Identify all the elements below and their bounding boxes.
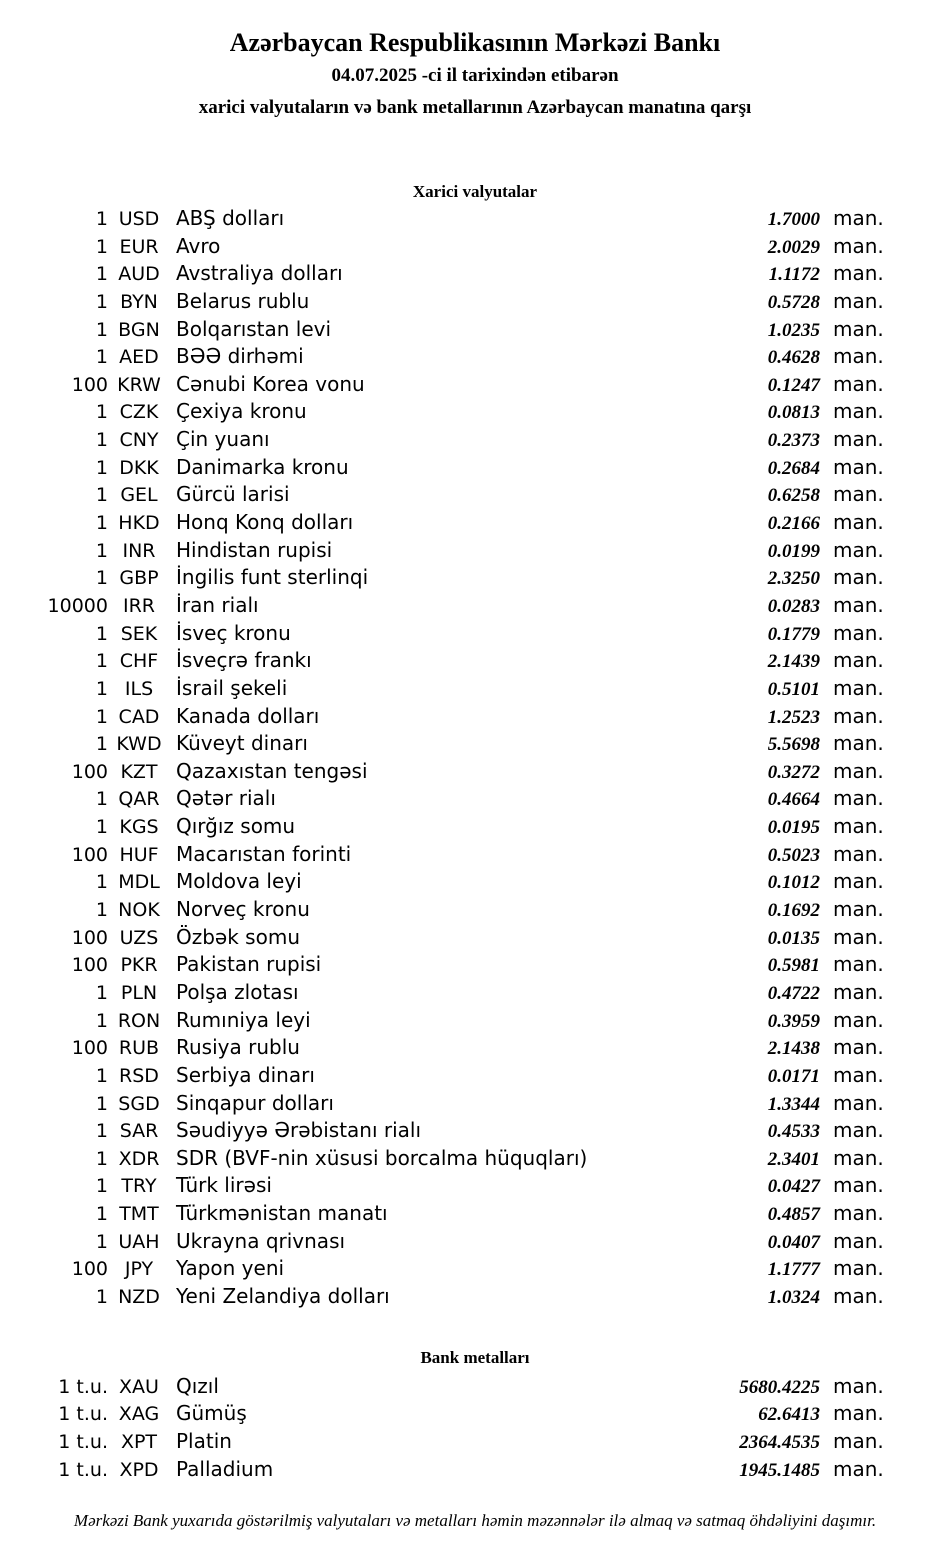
rate-value: 2364.4535: [739, 1431, 820, 1453]
currency-name: SDR (BVF-nin xüsusi borcalma hüquqları): [176, 1145, 588, 1170]
currency-name: İsrail şekeli: [176, 675, 288, 700]
currency-name: Küveyt dinarı: [176, 731, 308, 756]
unit-label: man.: [833, 288, 884, 313]
currency-name: Belarus rublu: [176, 288, 310, 313]
quantity: 100: [71, 843, 108, 866]
currency-row: [0, 537, 950, 565]
currency-name: Serbiya dinarı: [176, 1062, 315, 1087]
rate-value: 0.5981: [767, 955, 820, 977]
currency-row: [0, 260, 950, 288]
quantity: 1: [95, 484, 108, 507]
quantity: 1: [95, 512, 108, 535]
unit-label: man.: [833, 1456, 884, 1481]
currency-code: JPY: [124, 1258, 154, 1281]
currency-row: [0, 1034, 950, 1062]
currency-row: [0, 481, 950, 509]
currency-name: Honq Konq dolları: [176, 510, 354, 535]
currency-code: RSD: [119, 1064, 159, 1087]
unit-label: man.: [833, 1090, 884, 1115]
currency-row: [0, 841, 950, 869]
currency-code: QAR: [118, 788, 160, 811]
currency-code: SEK: [120, 622, 158, 645]
rate-value: 0.3272: [767, 761, 820, 783]
quantity: 1: [95, 705, 108, 728]
rate-value: 0.4722: [767, 982, 820, 1004]
currency-code: XPD: [119, 1458, 159, 1481]
rate-value: 0.4628: [767, 347, 820, 369]
currency-name: İran rialı: [176, 592, 259, 617]
currency-row: [0, 675, 950, 703]
unit-label: man.: [833, 1062, 884, 1087]
page-subtitle: xarici valyutaların və bank metallarının Azərbaycan manatına qarşı: [198, 97, 752, 118]
currency-code: DKK: [119, 456, 159, 479]
rate-value: 0.0171: [767, 1065, 820, 1087]
unit-label: man.: [833, 814, 884, 839]
currency-code: ILS: [124, 677, 154, 700]
rate-value: 0.0195: [767, 817, 820, 839]
currency-rates-table: [0, 205, 950, 1311]
quantity: 1: [95, 650, 108, 673]
currency-code: XAG: [118, 1403, 160, 1426]
quantity: 1: [95, 401, 108, 424]
currency-row: [0, 647, 950, 675]
rate-value: 0.1692: [767, 900, 820, 922]
currency-name: Platin: [176, 1428, 232, 1453]
currency-name: Cənubi Korea vonu: [176, 371, 365, 396]
quantity: 1: [95, 346, 108, 369]
currency-name: ABŞ dolları: [176, 206, 285, 230]
currency-name: Səudiyyə Ərəbistanı rialı: [176, 1118, 422, 1143]
currency-row: [0, 703, 950, 731]
currency-name: Avstraliya dolları: [176, 261, 343, 286]
currency-name: Hindistan rupisi: [176, 537, 333, 562]
quantity: 1: [95, 871, 108, 894]
unit-label: man.: [833, 979, 884, 1004]
effective-date-line: 04.07.2025 -ci il tarixindən etibarən: [331, 65, 619, 86]
currency-name: Gürcü larisi: [176, 482, 290, 507]
currency-name: Qətər rialı: [176, 786, 276, 811]
section-title-metals: Bank metalları: [420, 1347, 530, 1367]
currency-name: İsveçrə frankı: [176, 648, 312, 673]
currency-row: [0, 620, 950, 648]
currency-code: TRY: [121, 1175, 157, 1198]
rate-value: 1.0235: [767, 319, 820, 341]
rate-value: 0.2373: [767, 430, 820, 452]
unit-label: man.: [833, 233, 884, 258]
currency-code: XPT: [120, 1430, 158, 1453]
currency-code: UAH: [118, 1230, 160, 1253]
currency-code: SAR: [119, 1120, 159, 1143]
unit-label: man.: [833, 592, 884, 617]
unit-label: man.: [833, 510, 884, 535]
currency-row: [0, 896, 950, 924]
currency-code: KWD: [116, 733, 162, 756]
unit-label: man.: [833, 1228, 884, 1253]
currency-code: XAU: [119, 1375, 159, 1398]
currency-row: [0, 233, 950, 261]
unit-label: man.: [833, 924, 884, 949]
currency-row: [0, 426, 950, 454]
metal-row: [0, 1428, 950, 1456]
currency-name: Polşa zlotası: [176, 979, 299, 1004]
currency-code: CNY: [119, 429, 159, 452]
rate-value: 0.5023: [767, 844, 820, 866]
rate-value: 0.2166: [767, 513, 820, 535]
quantity: 1: [95, 899, 108, 922]
currency-row: [0, 868, 950, 896]
currency-row: [0, 564, 950, 592]
rate-value: 1.1777: [767, 1259, 820, 1281]
unit-label: man.: [833, 703, 884, 728]
currency-code: KZT: [120, 760, 158, 783]
currency-code: UZS: [119, 926, 159, 949]
unit-label: man.: [833, 758, 884, 783]
unit-label: man.: [833, 206, 884, 230]
quantity: 1: [95, 1092, 108, 1115]
unit-label: man.: [833, 371, 884, 396]
currency-row: [0, 398, 950, 426]
currency-row: [0, 813, 950, 841]
rate-value: 5.5698: [767, 734, 820, 756]
rate-value: 1945.1485: [739, 1459, 820, 1481]
rate-value: 0.0427: [767, 1176, 820, 1198]
currency-code: XDR: [118, 1147, 160, 1170]
quantity: 100: [71, 954, 108, 977]
currency-name: Palladium: [176, 1456, 274, 1481]
currency-code: USD: [118, 208, 160, 230]
unit-label: man.: [833, 1201, 884, 1226]
rate-value: 0.5728: [767, 291, 820, 313]
rate-value: 2.1438: [767, 1038, 820, 1060]
unit-label: man.: [833, 1007, 884, 1032]
currency-name: Ukrayna qrivnası: [176, 1228, 346, 1253]
currency-code: CZK: [119, 401, 159, 424]
unit-label: man.: [833, 1145, 884, 1170]
currency-name: İngilis funt sterlinqi: [176, 565, 369, 590]
currency-row: [0, 1283, 950, 1311]
currency-row: [0, 979, 950, 1007]
unit-label: man.: [833, 344, 884, 369]
currency-code: BYN: [120, 290, 158, 313]
currency-name: Kanada dolları: [176, 703, 320, 728]
currency-row: [0, 343, 950, 371]
currency-name: Yapon yeni: [176, 1256, 285, 1281]
quantity: 1: [95, 788, 108, 811]
quantity: 1: [95, 318, 108, 341]
quantity: 1: [95, 1230, 108, 1253]
quantity: 1: [95, 677, 108, 700]
currency-row: [0, 758, 950, 786]
currency-code: SGD: [118, 1092, 160, 1115]
unit-label: man.: [833, 1173, 884, 1198]
quantity: 1: [95, 1285, 108, 1308]
currency-code: CAD: [118, 705, 160, 728]
quantity: 100: [71, 926, 108, 949]
currency-row: [0, 288, 950, 316]
currency-row: [0, 1117, 950, 1145]
quantity: 1: [95, 208, 108, 230]
rate-value: 0.1779: [767, 623, 820, 645]
currency-code: TMT: [119, 1203, 159, 1226]
quantity: 1: [95, 235, 108, 258]
quantity: 1: [95, 1175, 108, 1198]
currency-code: PKR: [120, 954, 158, 977]
metal-row: [0, 1456, 950, 1484]
currency-name: Çin yuanı: [176, 427, 270, 452]
rate-value: 1.3344: [767, 1093, 820, 1115]
rate-value: 0.0813: [767, 402, 820, 424]
quantity: 10000: [47, 594, 108, 617]
currency-code: MDL: [118, 871, 160, 894]
unit-label: man.: [833, 675, 884, 700]
unit-label: man.: [833, 565, 884, 590]
unit-label: man.: [833, 316, 884, 341]
rate-value: 1.1172: [768, 264, 820, 286]
currency-code: NOK: [118, 899, 160, 922]
currency-name: Norveç kronu: [176, 897, 310, 922]
currency-name: Çexiya kronu: [176, 399, 307, 424]
currency-code: IRR: [122, 594, 155, 617]
page-title: Azərbaycan Respublikasının Mərkəzi Bankı: [229, 28, 721, 57]
currency-code: GBP: [119, 567, 159, 590]
currency-code: NZD: [118, 1285, 160, 1308]
quantity: 100: [71, 373, 108, 396]
page-header: [0, 0, 950, 117]
disclaimer-note: Mərkəzi Bank yuxarıda göstərilmiş valyutaları və metalları həmin məzənnələr ilə almaq və satmaq öhdəliyini daşımır.: [73, 1511, 877, 1531]
currency-name: İsveç kronu: [176, 620, 291, 645]
currency-code: INR: [122, 539, 156, 562]
currency-name: Rumıniya leyi: [176, 1007, 311, 1032]
currency-name: Bolqarıstan levi: [176, 316, 332, 341]
rate-value: 2.1439: [767, 651, 820, 673]
rate-value: 5680.4225: [739, 1376, 820, 1398]
currency-code: EUR: [119, 235, 159, 258]
section-title-currencies: Xarici valyutalar: [412, 182, 538, 201]
currency-code: AED: [119, 346, 159, 369]
rate-value: 0.0199: [767, 540, 820, 562]
currency-row: [0, 1145, 950, 1173]
unit-label: man.: [833, 1118, 884, 1143]
rate-value: 2.3401: [767, 1148, 820, 1170]
currency-row: [0, 1228, 950, 1256]
currency-row: [0, 371, 950, 399]
rate-value: 0.3959: [767, 1010, 820, 1032]
unit-label: man.: [833, 869, 884, 894]
unit-label: man.: [833, 648, 884, 673]
currency-code: BGN: [118, 318, 160, 341]
quantity: 1: [95, 567, 108, 590]
rate-value: 0.4857: [767, 1204, 820, 1226]
currency-row: [0, 924, 950, 952]
currency-row: [0, 785, 950, 813]
unit-label: man.: [833, 1428, 884, 1453]
rate-value: 0.5101: [767, 678, 820, 700]
metal-rates-table: [0, 1373, 950, 1484]
currency-name: Özbək somu: [176, 924, 300, 949]
currency-code: HUF: [119, 843, 159, 866]
quantity: 1: [95, 456, 108, 479]
unit-label: man.: [833, 261, 884, 286]
currency-row: [0, 951, 950, 979]
currency-name: BƏƏ dirhəmi: [176, 344, 304, 369]
currency-name: Moldova leyi: [176, 869, 302, 894]
unit-label: man.: [833, 454, 884, 479]
rate-value: 0.0135: [767, 927, 820, 949]
quantity: 1: [95, 1147, 108, 1170]
unit-label: man.: [833, 1256, 884, 1281]
quantity: 100: [71, 760, 108, 783]
quantity: 1 t.u.: [58, 1458, 108, 1481]
rate-value: 1.0324: [767, 1286, 820, 1308]
quantity: 1: [95, 1009, 108, 1032]
quantity: 1: [95, 981, 108, 1004]
currency-code: CHF: [119, 650, 159, 673]
quantity: 1 t.u.: [58, 1403, 108, 1426]
currency-code: KGS: [119, 816, 159, 839]
currency-row: [0, 1090, 950, 1118]
currency-name: Qazaxıstan tengəsi: [176, 758, 368, 783]
currency-name: Sinqapur dolları: [176, 1090, 334, 1115]
currency-name: Türkmənistan manatı: [176, 1201, 388, 1226]
quantity: 1 t.u.: [58, 1375, 108, 1398]
currency-row: [0, 1255, 950, 1283]
quantity: 1: [95, 290, 108, 313]
currency-row: [0, 730, 950, 758]
currency-name: Avro: [176, 233, 221, 258]
unit-label: man.: [833, 841, 884, 866]
currency-code: AUD: [118, 263, 160, 286]
rate-value: 0.4533: [767, 1121, 820, 1143]
unit-label: man.: [833, 897, 884, 922]
quantity: 1: [95, 1064, 108, 1087]
rate-value: 0.1012: [767, 872, 820, 894]
rate-value: 0.0407: [767, 1231, 820, 1253]
rate-value: 1.2523: [767, 706, 820, 728]
quantity: 1: [95, 816, 108, 839]
currency-name: Danimarka kronu: [176, 454, 349, 479]
unit-label: man.: [833, 399, 884, 424]
currency-row: [0, 1062, 950, 1090]
currency-name: Qırğız somu: [176, 814, 296, 839]
quantity: 1 t.u.: [58, 1430, 108, 1453]
currency-code: KRW: [117, 373, 161, 396]
currency-name: Rusiya rublu: [176, 1035, 300, 1060]
currency-name: Qızıl: [176, 1373, 219, 1398]
unit-label: man.: [833, 731, 884, 756]
metal-row: [0, 1400, 950, 1428]
unit-label: man.: [833, 620, 884, 645]
quantity: 1: [95, 622, 108, 645]
currency-code: GEL: [120, 484, 158, 507]
rate-value: 0.2684: [767, 457, 820, 479]
quantity: 1: [95, 539, 108, 562]
unit-label: man.: [833, 427, 884, 452]
currency-row: [0, 1200, 950, 1228]
unit-label: man.: [833, 952, 884, 977]
rate-value: 0.4664: [767, 789, 820, 811]
currency-name: Gümüş: [176, 1401, 247, 1426]
unit-label: man.: [833, 786, 884, 811]
rate-value: 2.3250: [767, 568, 820, 590]
currency-name: Yeni Zelandiya dolları: [176, 1283, 390, 1308]
currency-code: PLN: [120, 981, 158, 1004]
quantity: 100: [71, 1037, 108, 1060]
quantity: 1: [95, 1203, 108, 1226]
currency-row: [0, 1172, 950, 1200]
quantity: 1: [95, 1120, 108, 1143]
rate-value: 0.0283: [767, 595, 820, 617]
quantity: 100: [71, 1258, 108, 1281]
quantity: 1: [95, 263, 108, 286]
currency-code: RON: [117, 1009, 161, 1032]
currency-row: [0, 316, 950, 344]
quantity: 1: [95, 429, 108, 452]
unit-label: man.: [833, 1373, 884, 1398]
unit-label: man.: [833, 1401, 884, 1426]
rate-value: 62.6413: [758, 1404, 820, 1426]
metal-row: [0, 1373, 950, 1401]
rate-value: 2.0029: [767, 236, 820, 258]
rate-value: 1.7000: [767, 209, 820, 230]
currency-row: [0, 454, 950, 482]
quantity: 1: [95, 733, 108, 756]
currency-row: [0, 592, 950, 620]
rate-value: 0.1247: [767, 374, 820, 396]
currency-name: Macarıstan forinti: [176, 841, 352, 866]
unit-label: man.: [833, 482, 884, 507]
currency-code: RUB: [118, 1037, 160, 1060]
unit-label: man.: [833, 537, 884, 562]
unit-label: man.: [833, 1283, 884, 1308]
currency-row: [0, 205, 950, 233]
rate-value: 0.6258: [767, 485, 820, 507]
currency-name: Türk lirəsi: [176, 1173, 272, 1198]
currency-row: [0, 1007, 950, 1035]
currency-name: Pakistan rupisi: [176, 952, 322, 977]
currency-code: HKD: [118, 512, 160, 535]
currency-row: [0, 509, 950, 537]
unit-label: man.: [833, 1035, 884, 1060]
